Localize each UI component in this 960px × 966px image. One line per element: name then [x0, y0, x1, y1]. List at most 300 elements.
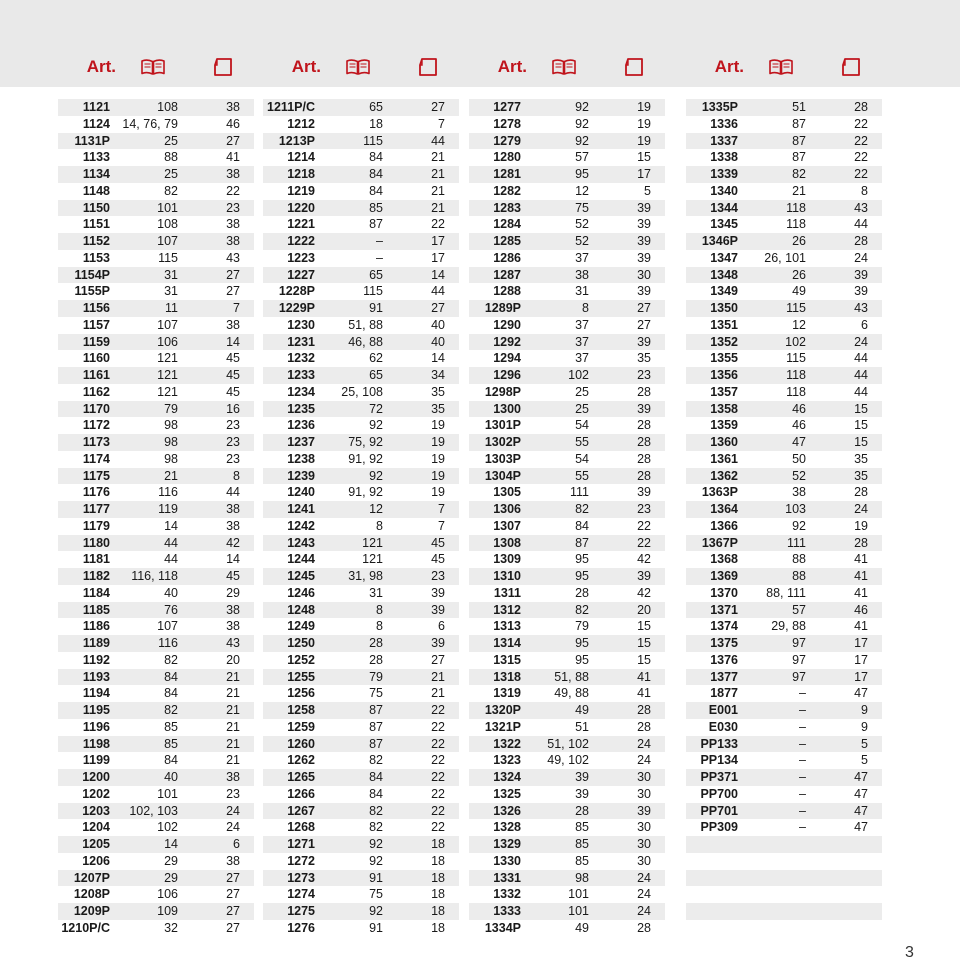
- sheet-number: 46: [226, 116, 240, 131]
- catalog-page: 82: [164, 652, 178, 667]
- article-number: 1159: [82, 334, 110, 349]
- table-row: [686, 803, 882, 820]
- sheet-number: 30: [637, 853, 651, 868]
- sheet-number: 27: [431, 301, 445, 315]
- table-row: [58, 568, 254, 585]
- article-number: 1302P: [484, 435, 521, 449]
- table-row: [469, 317, 665, 334]
- table-row: [469, 99, 665, 116]
- sheet-number: 28: [637, 468, 651, 483]
- catalog-page: 85: [575, 853, 589, 868]
- article-number: 1366: [710, 518, 738, 533]
- table-row: [58, 585, 254, 602]
- article-number: 1275: [287, 904, 315, 918]
- sheet-number: 44: [226, 485, 240, 500]
- table-row: [263, 334, 459, 351]
- sheet-number: 44: [854, 368, 868, 382]
- catalog-page: 92: [369, 468, 383, 483]
- catalog-page: 118: [786, 200, 806, 215]
- article-number: 1246: [287, 585, 315, 600]
- catalog-page: 49: [575, 920, 589, 935]
- article-number: 1124: [82, 116, 110, 131]
- catalog-page: 97: [792, 669, 806, 684]
- sheet-number: 28: [637, 703, 651, 717]
- catalog-page: 101: [568, 904, 589, 918]
- sheet-number: 38: [226, 619, 240, 634]
- table-row: [469, 652, 665, 669]
- table-row: [469, 216, 665, 233]
- sheet-number: 39: [637, 485, 651, 500]
- sheet-number: 27: [226, 904, 240, 918]
- sheet-number: 47: [854, 770, 868, 784]
- table-row: [686, 652, 882, 669]
- table-row: [58, 334, 254, 351]
- table-row: [58, 401, 254, 418]
- table-row: [469, 618, 665, 635]
- table-row: [686, 836, 882, 853]
- table-row: [469, 903, 665, 920]
- sheet-number: 21: [431, 686, 445, 701]
- table-row: [263, 853, 459, 870]
- article-number: 1333: [493, 904, 521, 918]
- table-row: [469, 819, 665, 836]
- article-number: 1303P: [484, 451, 521, 466]
- sheet-number: 24: [637, 753, 651, 768]
- article-number: 1274: [287, 887, 315, 902]
- catalog-page: 72: [369, 401, 383, 416]
- catalog-page: 95: [575, 652, 589, 667]
- sheet-number: 17: [854, 636, 868, 650]
- table-row: [469, 250, 665, 267]
- catalog-page: 25: [164, 167, 178, 181]
- article-number: 1266: [287, 786, 315, 801]
- sheet-number: 43: [854, 301, 868, 315]
- sheet-number: 39: [637, 803, 651, 818]
- sheet-number: 28: [637, 418, 651, 433]
- table-row: [469, 518, 665, 535]
- sheet-number: 21: [226, 703, 240, 717]
- table-row: [58, 116, 254, 133]
- sheet-number: 29: [226, 585, 240, 600]
- table-row: [469, 116, 665, 133]
- article-number: 1311: [493, 585, 521, 600]
- article-number: 1374: [710, 619, 738, 634]
- sheet-number: 38: [226, 518, 240, 533]
- article-number: 1153: [82, 250, 110, 265]
- table-row: [469, 886, 665, 903]
- table-row: [58, 736, 254, 753]
- sheet-icon: [794, 56, 862, 78]
- catalog-page: 82: [575, 602, 589, 617]
- table-row: [263, 451, 459, 468]
- table-row: [469, 434, 665, 451]
- catalog-page: 88: [164, 150, 178, 165]
- sheet-number: 17: [431, 250, 445, 265]
- table-row: [58, 920, 254, 937]
- catalog-page: 57: [575, 150, 589, 165]
- table-row: [58, 468, 254, 485]
- sheet-number: 19: [637, 100, 651, 114]
- table-row: [58, 752, 254, 769]
- catalog-page: 106: [157, 334, 178, 349]
- article-number: 1182: [82, 569, 110, 583]
- sheet-number: 19: [431, 468, 445, 483]
- catalog-page: 88: [792, 552, 806, 567]
- article-number: 1204: [82, 820, 110, 835]
- table-row: [58, 350, 254, 367]
- article-number: 1237: [287, 435, 315, 449]
- catalog-page: 91, 92: [348, 485, 383, 500]
- sheet-number: 41: [637, 686, 651, 701]
- sheet-number: 20: [226, 652, 240, 667]
- article-number: 1284: [493, 217, 521, 232]
- article-number: 1268: [287, 820, 315, 835]
- article-number: 1134: [82, 167, 110, 181]
- sheet-number: 8: [233, 468, 240, 483]
- table-row: [469, 870, 665, 887]
- sheet-number: 28: [637, 719, 651, 734]
- sheet-number: 19: [854, 518, 868, 533]
- article-number: 1184: [82, 585, 110, 600]
- article-number: 1155P: [74, 284, 110, 299]
- table-row: [469, 267, 665, 284]
- article-number: 1228P: [278, 284, 315, 299]
- article-number: 1376: [710, 652, 738, 667]
- article-number: 1340: [710, 183, 738, 198]
- table-row: [263, 685, 459, 702]
- article-number: 1210P/C: [61, 920, 110, 935]
- table-row: [469, 719, 665, 736]
- sheet-number: 47: [854, 786, 868, 801]
- catalog-page: 95: [575, 636, 589, 650]
- sheet-number: 45: [431, 535, 445, 550]
- table-row: [263, 602, 459, 619]
- table-row: [58, 903, 254, 920]
- sheet-number: 22: [431, 753, 445, 768]
- catalog-page: 92: [369, 853, 383, 868]
- table-row: [469, 602, 665, 619]
- article-number: 1344: [710, 200, 738, 215]
- sheet-number: 28: [637, 384, 651, 399]
- table-row: [469, 853, 665, 870]
- table-row: [469, 702, 665, 719]
- article-number: 1294: [493, 351, 521, 366]
- sheet-number: 15: [854, 418, 868, 433]
- sheet-number: 35: [431, 401, 445, 416]
- sheet-number: 18: [431, 920, 445, 935]
- catalog-page: 12: [369, 502, 383, 516]
- article-number: 1360: [710, 435, 738, 449]
- article-number: 1230: [287, 317, 315, 332]
- catalog-page: 40: [164, 585, 178, 600]
- article-number: 1348: [710, 267, 738, 282]
- table-row: [686, 283, 882, 300]
- article-number: 1212: [287, 116, 315, 131]
- sheet-number: 18: [431, 853, 445, 868]
- table-row: [686, 819, 882, 836]
- catalog-page: 28: [575, 585, 589, 600]
- catalog-page: –: [376, 250, 383, 265]
- table-row: [263, 769, 459, 786]
- article-column-4: [686, 47, 882, 937]
- catalog-page: 115: [363, 284, 383, 299]
- sheet-number: 27: [431, 652, 445, 667]
- catalog-page: 106: [157, 887, 178, 902]
- article-number: 1239: [287, 468, 315, 483]
- article-number: 1332: [493, 887, 521, 902]
- catalog-page: 8: [376, 619, 383, 634]
- catalog-page: 46, 88: [348, 334, 383, 349]
- table-row: [58, 300, 254, 317]
- sheet-number: 24: [637, 870, 651, 885]
- catalog-page: 18: [369, 116, 383, 131]
- table-row: [263, 468, 459, 485]
- catalog-page: 65: [369, 368, 383, 382]
- sheet-number: 27: [637, 317, 651, 332]
- article-number: 1260: [287, 736, 315, 751]
- table-row: [469, 166, 665, 183]
- catalog-page: 54: [575, 418, 589, 433]
- sheet-number: 22: [431, 719, 445, 734]
- sheet-number: 41: [637, 669, 651, 684]
- catalog-page: 8: [582, 301, 589, 315]
- table-row: [686, 551, 882, 568]
- catalog-page: 65: [369, 100, 383, 114]
- article-number: 1328: [493, 820, 521, 835]
- table-row: [263, 501, 459, 518]
- table-row: [263, 216, 459, 233]
- catalog-page: 55: [575, 435, 589, 449]
- article-number: 1186: [82, 619, 110, 634]
- table-row: [263, 166, 459, 183]
- article-number: 1194: [82, 686, 110, 701]
- table-row: [686, 183, 882, 200]
- catalog-page: 107: [157, 619, 178, 634]
- catalog-page: 87: [792, 133, 806, 148]
- catalog-page: 37: [575, 250, 589, 265]
- article-number: 1301P: [484, 418, 521, 433]
- catalog-page: 38: [575, 267, 589, 282]
- sheet-number: 45: [226, 384, 240, 399]
- sheet-number: 41: [854, 619, 868, 634]
- table-row: [263, 836, 459, 853]
- catalog-page: 51: [792, 100, 806, 114]
- table-row: [263, 401, 459, 418]
- sheet-number: 30: [637, 786, 651, 801]
- sheet-number: 22: [637, 518, 651, 533]
- article-number: 1213P: [278, 133, 315, 148]
- article-number: 1196: [82, 719, 110, 734]
- table-row: [58, 451, 254, 468]
- sheet-number: 38: [226, 502, 240, 516]
- catalog-page: –: [799, 753, 806, 768]
- table-row: [263, 652, 459, 669]
- table-row: [263, 752, 459, 769]
- sheet-number: 39: [431, 636, 445, 650]
- table-row: [469, 183, 665, 200]
- catalog-page: –: [376, 234, 383, 248]
- sheet-number: 15: [637, 150, 651, 165]
- sheet-number: 6: [438, 619, 445, 634]
- article-number: 1363P: [701, 485, 738, 500]
- sheet-number: 14: [226, 334, 240, 349]
- table-row: [469, 334, 665, 351]
- table-row: [58, 250, 254, 267]
- catalog-page: –: [799, 703, 806, 717]
- table-row: [469, 367, 665, 384]
- article-number: 1281: [493, 167, 521, 181]
- catalog-page: 14, 76, 79: [122, 116, 178, 131]
- article-number: 1220: [287, 200, 315, 215]
- catalog-page: 51, 88: [348, 317, 383, 332]
- article-number: 1185: [82, 602, 110, 617]
- sheet-number: 44: [431, 284, 445, 299]
- table-row: [58, 635, 254, 652]
- article-number: 1221: [287, 217, 315, 232]
- catalog-page: 108: [157, 100, 178, 114]
- catalog-page: 84: [164, 686, 178, 701]
- catalog-page: 82: [575, 502, 589, 516]
- table-row: [686, 484, 882, 501]
- catalog-page: 31: [369, 585, 383, 600]
- article-number: 1367P: [701, 535, 738, 550]
- catalog-page: 62: [369, 351, 383, 366]
- sheet-number: 22: [431, 703, 445, 717]
- catalog-page: 116, 118: [131, 569, 178, 583]
- sheet-number: 27: [226, 887, 240, 902]
- table-row: [58, 652, 254, 669]
- column-header: [58, 47, 254, 87]
- table-row: [58, 367, 254, 384]
- catalog-page: 75: [575, 200, 589, 215]
- sheet-number: 15: [854, 435, 868, 449]
- article-number: 1336: [710, 116, 738, 131]
- sheet-number: 24: [637, 736, 651, 751]
- article-number: 1307: [493, 518, 521, 533]
- article-rows: [58, 99, 254, 937]
- table-row: [686, 468, 882, 485]
- catalog-page: 98: [164, 451, 178, 466]
- sheet-number: 41: [854, 552, 868, 567]
- table-row: [469, 669, 665, 686]
- sheet-number: 17: [431, 234, 445, 248]
- catalog-page: 84: [369, 786, 383, 801]
- table-row: [686, 535, 882, 552]
- article-number: 1121: [82, 100, 110, 114]
- article-number: 1229P: [278, 301, 315, 315]
- catalog-page: 97: [792, 652, 806, 667]
- catalog-page: 40: [164, 770, 178, 784]
- sheet-number: 30: [637, 770, 651, 784]
- table-row: [263, 702, 459, 719]
- sheet-number: 41: [854, 569, 868, 583]
- catalog-page: 92: [792, 518, 806, 533]
- sheet-number: 22: [226, 183, 240, 198]
- table-row: [469, 233, 665, 250]
- sheet-number: 45: [431, 552, 445, 567]
- sheet-number: 21: [226, 686, 240, 701]
- table-row: [686, 434, 882, 451]
- sheet-number: 44: [854, 351, 868, 366]
- sheet-number: 44: [854, 217, 868, 232]
- table-row: [469, 149, 665, 166]
- table-row: [263, 669, 459, 686]
- table-row: [263, 535, 459, 552]
- catalog-page: 84: [369, 770, 383, 784]
- sheet-number: 22: [637, 535, 651, 550]
- table-row: [469, 535, 665, 552]
- sheet-number: 14: [431, 267, 445, 282]
- catalog-page: 87: [792, 116, 806, 131]
- sheet-number: 22: [431, 786, 445, 801]
- sheet-number: 39: [637, 200, 651, 215]
- article-number: 1331: [493, 870, 521, 885]
- sheet-number: 39: [854, 284, 868, 299]
- sheet-number: 39: [431, 585, 445, 600]
- article-rows: [263, 99, 459, 937]
- article-number: 1235: [287, 401, 315, 416]
- catalog-page: 79: [369, 669, 383, 684]
- article-number: 1131P: [74, 133, 110, 148]
- catalog-page: 95: [575, 569, 589, 583]
- sheet-number: 14: [431, 351, 445, 366]
- table-row: [686, 99, 882, 116]
- article-number: PP371: [700, 770, 738, 784]
- table-row: [686, 618, 882, 635]
- sheet-number: 39: [637, 401, 651, 416]
- sheet-number: 21: [226, 719, 240, 734]
- sheet-number: 21: [431, 183, 445, 198]
- table-row: [686, 384, 882, 401]
- table-row: [263, 133, 459, 150]
- table-row: [469, 736, 665, 753]
- sheet-number: 30: [637, 267, 651, 282]
- article-number: 1211P/C: [267, 100, 315, 114]
- catalog-page: 85: [575, 837, 589, 851]
- table-row: [263, 870, 459, 887]
- table-row: [58, 283, 254, 300]
- catalog-page: 79: [164, 401, 178, 416]
- table-row: [686, 233, 882, 250]
- article-number: 1277: [493, 100, 521, 114]
- article-number: 1290: [493, 317, 521, 332]
- article-number: 1322: [493, 736, 521, 751]
- sheet-number: 5: [644, 183, 651, 198]
- table-row: [58, 166, 254, 183]
- sheet-number: 47: [854, 820, 868, 835]
- article-number: 1265: [287, 770, 315, 784]
- sheet-icon: [166, 56, 234, 78]
- catalog-page: 101: [157, 786, 178, 801]
- table-row: [469, 568, 665, 585]
- table-row: [263, 635, 459, 652]
- sheet-number: 18: [431, 887, 445, 902]
- article-number: PP309: [700, 820, 738, 835]
- catalog-page: 97: [792, 636, 806, 650]
- catalog-page: 92: [369, 418, 383, 433]
- sheet-number: 42: [637, 585, 651, 600]
- catalog-page: 26: [792, 234, 806, 248]
- catalog-page: 121: [157, 368, 178, 382]
- table-row: [263, 551, 459, 568]
- catalog-page: 26: [792, 267, 806, 282]
- catalog-page: 102, 103: [129, 803, 178, 818]
- article-number: 1244: [287, 552, 315, 567]
- catalog-page: 92: [369, 837, 383, 851]
- article-number: 1175: [82, 468, 110, 483]
- catalog-page: 87: [369, 736, 383, 751]
- catalog-page: 8: [376, 518, 383, 533]
